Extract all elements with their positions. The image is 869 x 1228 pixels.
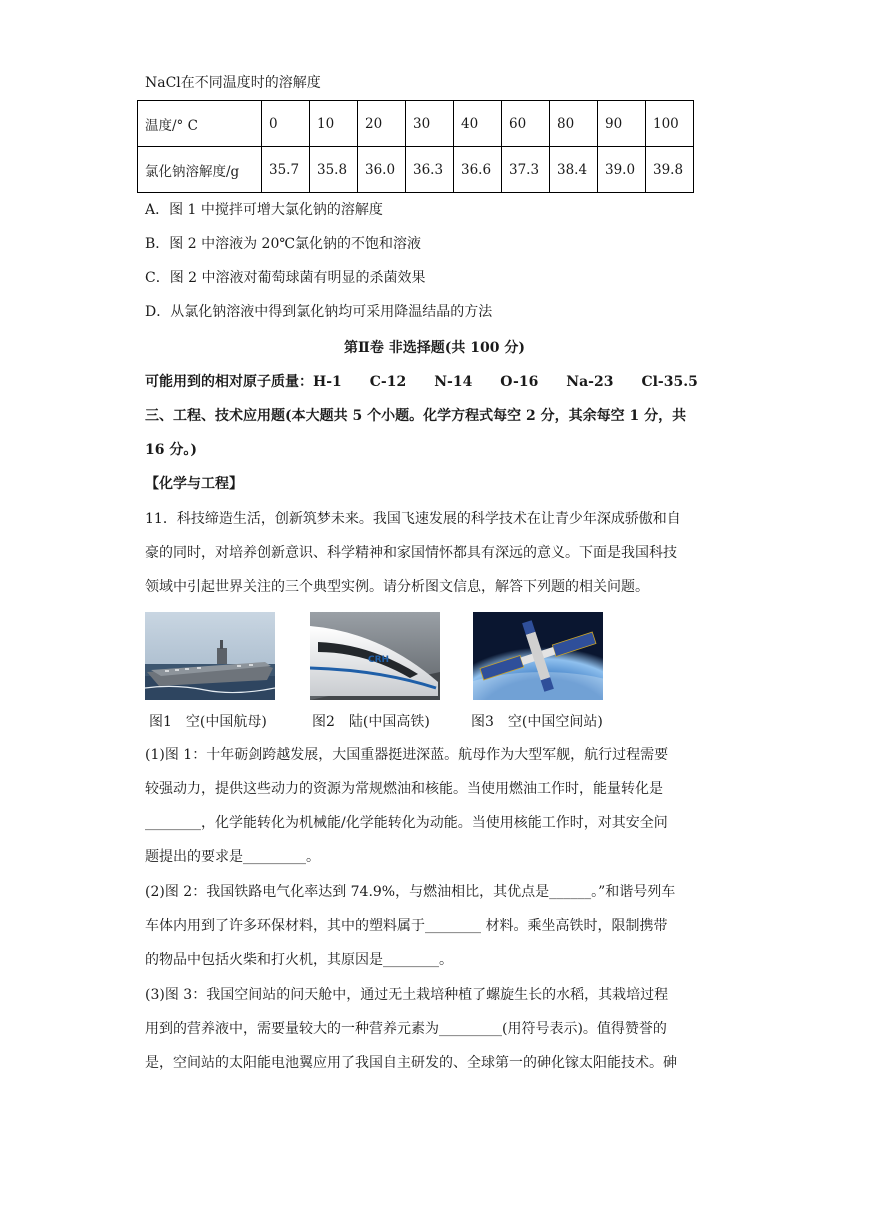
body-text: (2)图 2：我国铁路电气化率达到 74.9%，与燃油相比，其优点是______。”和谐号列车	[145, 884, 676, 900]
table-title: NaCl在不同温度时的溶解度	[145, 75, 321, 91]
table-cell: 氯化钠溶解度/g	[138, 147, 262, 193]
table-cell: 100	[646, 101, 694, 147]
table-cell: 20	[358, 101, 406, 147]
figure2-caption: 图2 陆(中国高铁)	[312, 714, 430, 730]
question-text: 豪的同时，对培养创新意识、科学精神和家国情怀都具有深远的意义。下面是我国科技	[145, 545, 677, 561]
body-text: ________，化学能转化为机械能/化学能转化为动能。当使用核能工作时，对其安全问	[145, 815, 668, 831]
body-text: 车体内用到了许多环保材料，其中的塑料属于________ 材料。乘坐高铁时，限制携带	[145, 918, 668, 934]
body-text: 用到的营养液中，需要量较大的一种营养元素为_________(用符号表示)。值得赞誉的	[145, 1021, 667, 1037]
question-text: 11．科技缔造生活，创新筑梦未来。我国飞速发展的科学技术在让青少年深成骄傲和自	[145, 511, 681, 527]
section-heading: 三、工程、技术应用题(本大题共 5 个小题。化学方程式每空 2 分，其余每空 1 分，共	[145, 408, 687, 424]
body-text: (3)图 3：我国空间站的问天舱中，通过无土栽培种植了螺旋生长的水稻，其栽培过程	[145, 987, 669, 1003]
figure3-caption: 图3 空(中国空间站)	[471, 714, 603, 730]
table-cell: 80	[550, 101, 598, 147]
table-cell: 39.0	[598, 147, 646, 193]
table-cell: 90	[598, 101, 646, 147]
body-text: 题提出的要求是_________。	[145, 849, 320, 865]
subsection-heading: 【化学与工程】	[145, 476, 243, 492]
table-cell: 30	[406, 101, 454, 147]
aircraft-carrier-photo	[145, 612, 275, 700]
atomic-masses: 可能用到的相对原子质量：H-1 C-12 N-14 O-16 Na-23 Cl-35.5	[145, 374, 698, 390]
table-cell: 10	[310, 101, 358, 147]
table-cell: 35.8	[310, 147, 358, 193]
space-station-photo	[473, 612, 603, 700]
high-speed-train-photo	[310, 612, 440, 700]
table-cell: 0	[262, 101, 310, 147]
table-cell: 36.3	[406, 147, 454, 193]
table-cell: 36.0	[358, 147, 406, 193]
table-cell: 37.3	[502, 147, 550, 193]
section-title: 第Ⅱ卷 非选择题(共 100 分)	[344, 340, 525, 356]
table-cell: 35.7	[262, 147, 310, 193]
question-text: 领域中引起世界关注的三个典型实例。请分析图文信息，解答下列题的相关问题。	[145, 579, 649, 595]
table-row	[138, 101, 694, 147]
option-a: A．图 1 中搅拌可增大氯化钠的溶解度	[145, 202, 383, 218]
body-text: (1)图 1：十年砺剑跨越发展，大国重器挺进深蓝。航母作为大型军舰，航行过程需要	[145, 747, 669, 763]
body-text: 是，空间站的太阳能电池翼应用了我国自主研发的、全球第一的砷化镓太阳能技术。砷	[145, 1055, 677, 1071]
body-text: 较强动力，提供这些动力的资源为常规燃油和核能。当使用燃油工作时，能量转化是	[145, 781, 663, 797]
table-cell: 40	[454, 101, 502, 147]
solubility-table	[137, 100, 694, 193]
figure1-caption: 图1 空(中国航母)	[149, 714, 267, 730]
option-c: C．图 2 中溶液对葡萄球菌有明显的杀菌效果	[145, 270, 426, 286]
table-cell: 温度/° C	[138, 101, 262, 147]
table-cell: 36.6	[454, 147, 502, 193]
section-heading-cont: 16 分。)	[145, 442, 197, 458]
crh-logo: CRH	[368, 655, 390, 665]
option-b: B．图 2 中溶液为 20℃氯化钠的不饱和溶液	[145, 236, 422, 252]
body-text: 的物品中包括火柴和打火机，其原因是________。	[145, 952, 453, 968]
table-row	[138, 147, 694, 193]
table-cell: 39.8	[646, 147, 694, 193]
table-cell: 38.4	[550, 147, 598, 193]
option-d: D．从氯化钠溶液中得到氯化钠均可采用降温结晶的方法	[145, 304, 493, 320]
table-cell: 60	[502, 101, 550, 147]
